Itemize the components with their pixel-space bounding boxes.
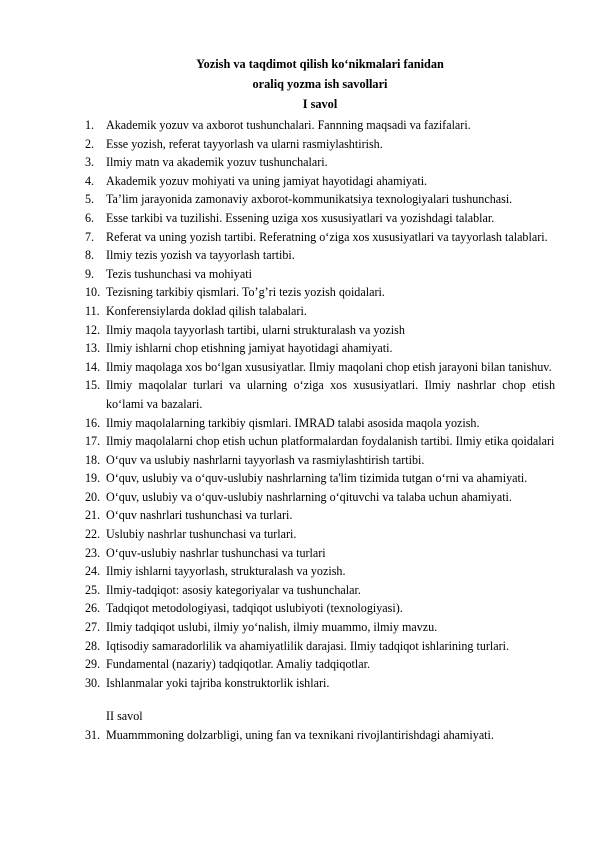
question-item <box>85 116 555 135</box>
question-item <box>85 302 555 321</box>
question-number: 10. <box>85 285 101 300</box>
question-item <box>85 451 555 470</box>
question-item <box>85 190 555 209</box>
question-text: Tezisning tarkibiy qismlari. To’g’ri tezis yozish qoidalari. <box>106 285 385 300</box>
question-text: O‘quv va uslubiy nashrlarni tayyorlash va rasmiylashtirish tartibi. <box>106 452 425 467</box>
question-text: Ilmiy tezis yozish va tayyorlash tartibi. <box>106 248 295 263</box>
section-spacer <box>85 692 555 707</box>
question-item <box>85 265 555 284</box>
question-number: 23. <box>85 545 101 560</box>
question-number: 7. <box>85 229 95 244</box>
question-item <box>85 358 555 377</box>
question-number: 3. <box>85 155 95 170</box>
question-text: Akademik yozuv mohiyati va uning jamiyat hayotidagi ahamiyati. <box>106 173 428 188</box>
question-item <box>85 283 555 302</box>
question-item <box>85 469 555 488</box>
question-number: 16. <box>85 415 101 430</box>
question-number: 26. <box>85 601 101 616</box>
question-number: 2. <box>85 136 95 151</box>
question-number: 11. <box>85 303 100 318</box>
question-number: 12. <box>85 322 101 337</box>
question-item <box>85 376 555 413</box>
question-text: Ilmiy tadqiqot uslubi, ilmiy yo‘nalish, ilmiy muammo, ilmiy mavzu. <box>106 620 438 635</box>
question-number: 24. <box>85 564 101 579</box>
question-number: 28. <box>85 638 101 653</box>
question-text: Uslubiy nashrlar tushunchasi va turlari. <box>106 527 297 542</box>
question-text: Tadqiqot metodologiyasi, tadqiqot uslubiyoti (texnologiyasi). <box>106 601 403 616</box>
question-text: Esse tarkibi va tuzilishi. Essening uziga xos xususiyatlari va yozishdagi talablar. <box>106 210 495 225</box>
question-text: Tezis tushunchasi va mohiyati <box>106 266 252 281</box>
question-item <box>85 246 555 265</box>
document-subtitle: oraliq yozma ish savollari <box>252 77 388 91</box>
question-item <box>85 228 555 247</box>
question-text: Esse yozish, referat tayyorlash va ularni rasmiylashtirish. <box>106 136 383 151</box>
question-item <box>85 599 555 618</box>
question-number: 21. <box>85 508 101 523</box>
question-item <box>85 488 555 507</box>
question-number: 25. <box>85 582 101 597</box>
question-number: 18. <box>85 452 101 467</box>
question-item <box>85 153 555 172</box>
question-number: 20. <box>85 489 101 504</box>
question-list <box>85 116 555 745</box>
question-item <box>85 581 555 600</box>
question-text: Akademik yozuv va axborot tushunchalari. Fannning maqsadi va fazifalari. <box>106 118 471 132</box>
question-text: Ishlanmalar yoki tajriba konstruktorlik ishlari. <box>106 675 330 690</box>
question-number: 6. <box>85 210 95 225</box>
question-number: 13. <box>85 341 101 356</box>
question-item <box>85 637 555 656</box>
question-text: O‘quv nashrlari tushunchasi va turlari. <box>106 508 293 523</box>
question-text: Ilmiy maqolalarni chop etish uchun platformalardan foydalanish tartibi. Ilmiy etika qoidalari <box>106 434 555 449</box>
question-item <box>85 655 555 674</box>
question-text: Ilmiy matn va akademik yozuv tushunchalari. <box>106 155 328 170</box>
question-item <box>85 339 555 358</box>
question-item <box>85 618 555 637</box>
question-number: 14. <box>85 359 101 374</box>
question-item <box>85 544 555 563</box>
document-title: Yozish va taqdimot qilish ko‘nikmalari fanidan <box>196 57 444 71</box>
question-text: Referat va uning yozish tartibi. Referatning o‘ziga xos xususiyatlari va tayyorlash talablari. <box>106 229 548 244</box>
question-item <box>85 172 555 191</box>
question-number: 15. <box>85 378 101 393</box>
question-number: 22. <box>85 527 101 542</box>
question-text: Ilmiy ishlarni chop etishning jamiyat hayotidagi ahamiyati. <box>106 341 393 356</box>
question-number: 1. <box>85 118 95 132</box>
question-text: O‘quv-uslubiy nashrlar tushunchasi va turlari <box>106 545 326 560</box>
question-number: 4. <box>85 173 95 188</box>
question-text: Muammmoning dolzarbligi, uning fan va texnikani rivojlantirishdagi ahamiyati. <box>106 728 494 742</box>
question-text: Iqtisodiy samaradorlilik va ahamiyatlilik darajasi. Ilmiy tadqiqot ishlarining turlari. <box>106 638 510 653</box>
question-item <box>85 135 555 154</box>
question-text: Ilmiy-tadqiqot: asosiy kategoriyalar va tushunchalar. <box>106 582 361 597</box>
question-text: Ilmiy maqolalar turlari va ularning o‘ziga xos xususiyatlari. Ilmiy nashrlar chop etish ko‘lami va bazalari. <box>106 378 555 411</box>
question-text: Ilmiy ishlarni tayyorlash, strukturalash va yozish. <box>106 564 346 579</box>
question-item <box>85 525 555 544</box>
question-item <box>85 209 555 228</box>
question-number: 19. <box>85 471 101 486</box>
question-item <box>85 414 555 433</box>
question-text: Ilmiy maqolaga xos bo‘lgan xususiyatlar. Ilmiy maqolani chop etish jarayoni bilan tanishuv. <box>106 359 552 374</box>
question-item <box>85 506 555 525</box>
question-text: Ilmiy maqola tayyorlash tartibi, ularni strukturalash va yozish <box>106 322 405 337</box>
question-number: 27. <box>85 620 101 635</box>
question-item <box>85 321 555 340</box>
question-text: O‘quv, uslubiy va o‘quv-uslubiy nashrlarning ta'lim tizimida tutgan o‘rni va ahamiyati. <box>106 471 528 486</box>
question-number: 9. <box>85 266 95 281</box>
question-text: Ta’lim jarayonida zamonaviy axborot-kommunikatsiya texnologiyalari tushunchasi. <box>106 192 513 207</box>
question-item <box>85 432 555 451</box>
question-number: 31. <box>85 728 101 742</box>
question-number: 29. <box>85 657 101 672</box>
question-text: Ilmiy maqolalarning tarkibiy qismlari. IMRAD talabi asosida maqola yozish. <box>106 415 480 430</box>
question-item <box>85 674 555 693</box>
question-item <box>85 726 555 745</box>
section-heading-2: II savol <box>106 709 143 724</box>
question-item <box>85 562 555 581</box>
question-number: 30. <box>85 675 101 690</box>
question-number: 5. <box>85 192 95 207</box>
question-text: O‘quv, uslubiy va o‘quv-uslubiy nashrlarning o‘qituvchi va talaba uchun ahamiyati. <box>106 489 512 504</box>
question-text: Konferensiylarda doklad qilish talabalari. <box>106 303 307 318</box>
section-heading-1: I savol <box>302 97 338 111</box>
question-text: Fundamental (nazariy) tadqiqotlar. Amaliy tadqiqotlar. <box>106 657 370 672</box>
question-number: 8. <box>85 248 95 263</box>
question-number: 17. <box>85 434 101 449</box>
